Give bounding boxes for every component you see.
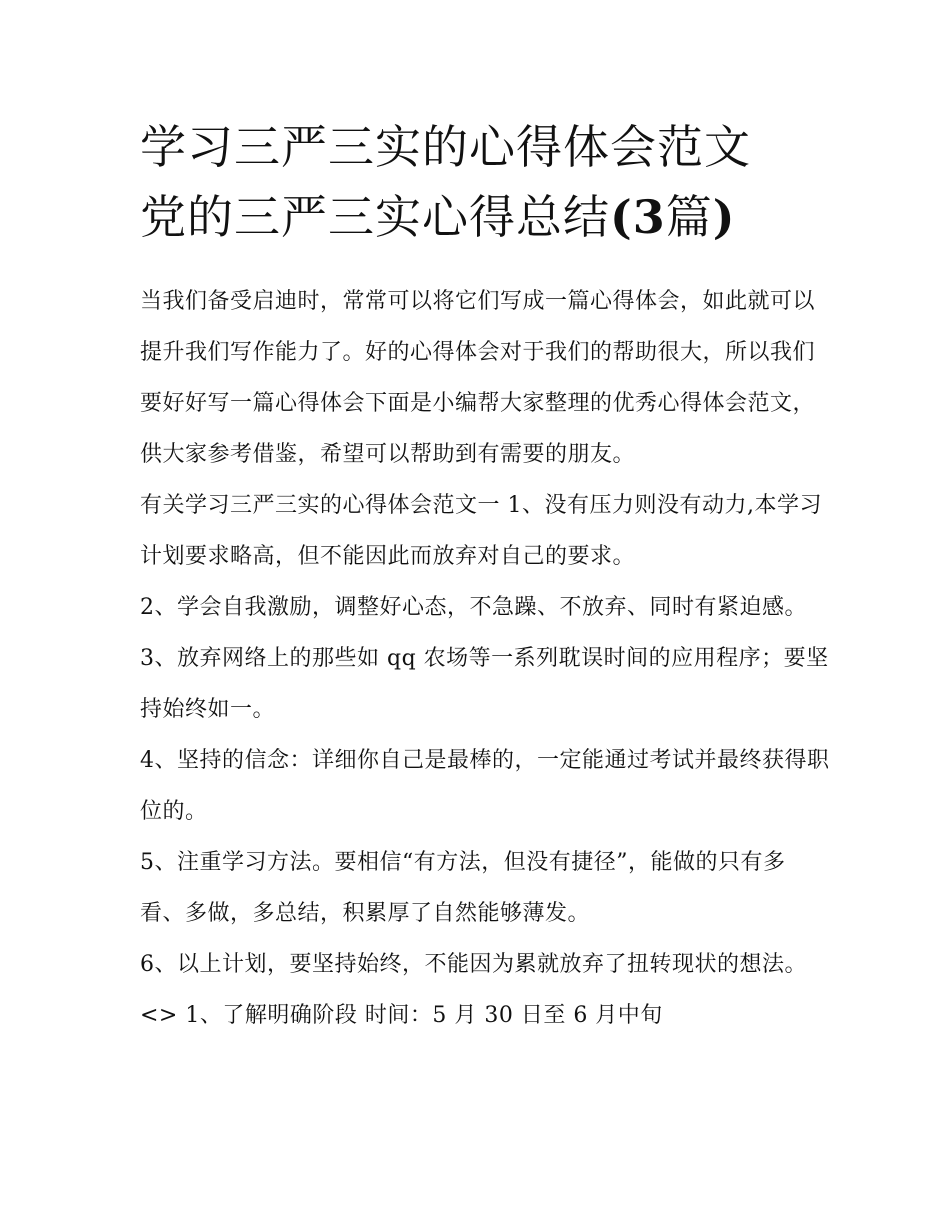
paragraph-item-4: 4、坚持的信念：详细你自己是最棒的，一定能通过考试并最终获得职位的。 bbox=[140, 748, 830, 824]
paragraph-item-2-3: 2、学会自我激励，调整好心态，不急躁、不放弃、同时有紧迫感。 3、放弃网络上的那些如 qq 农场等一系列耽误时间的应用程序；要坚持始终如一。 bbox=[140, 595, 829, 722]
paragraph-item-5: 5、注重学习方法。要相信“有方法，但没有捷径”，能做的只有多看、多做，多总结，积累厚了自然能够薄发。 bbox=[140, 850, 786, 926]
document-title bbox=[140, 112, 830, 252]
title-line-2-bold: (3 bbox=[610, 190, 666, 244]
title-line-2-close: ) bbox=[712, 190, 736, 244]
title-line-2-end: 篇 bbox=[665, 190, 713, 244]
title-line-1: 学习三严三实的心得体会范文 bbox=[140, 120, 751, 174]
document-page bbox=[140, 112, 830, 1041]
title-line-2-main: 党的三严三实心得总结 bbox=[140, 190, 610, 244]
paragraph-item-1: 有关学习三严三实的心得体会范文一 1、没有压力则没有动力,本学习计划要求略高，但不能因此而放弃对自己的要求。 bbox=[140, 493, 822, 569]
paragraph-intro: 当我们备受启迪时，常常可以将它们写成一篇心得体会，如此就可以提升我们写作能力了。好的心得体会对于我们的帮助很大，所以我们要好好写一篇心得体会下面是小编帮大家整理的优秀心得体会范文，供大家参考借鉴，希望可以帮助到有需要的朋友。 bbox=[140, 289, 816, 467]
paragraph-item-6: 6、以上计划，要坚持始终，不能因为累就放弃了扭转现状的想法。 <> 1、了解明确阶段 时间：5 月 30 日至 6 月中旬 bbox=[140, 952, 807, 1028]
